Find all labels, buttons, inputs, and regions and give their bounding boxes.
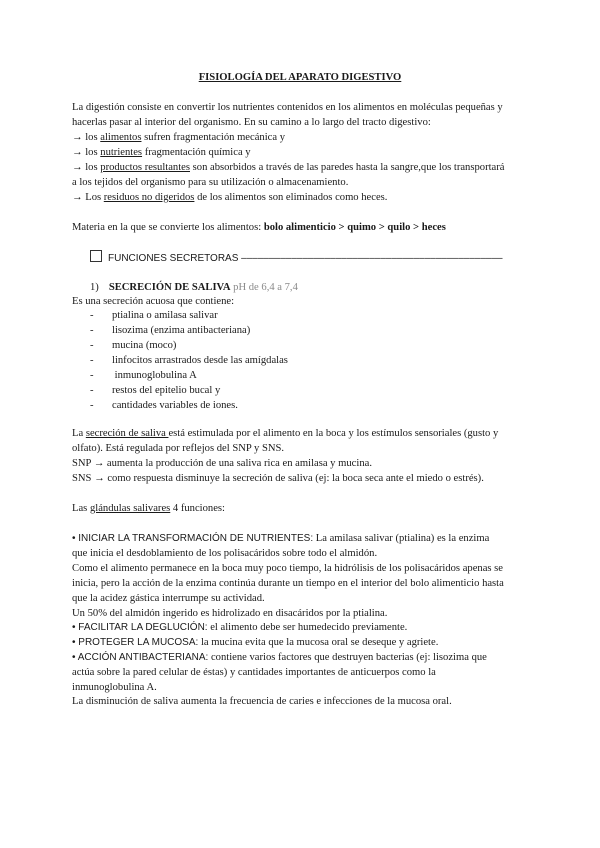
list-item: - restos del epitelio bucal y [90, 385, 221, 396]
underlined-term: alimentos [100, 132, 142, 143]
list-item-text: restos del epitelio bucal y [112, 385, 221, 396]
list-item-text: mucina (moco) [112, 340, 177, 351]
underlined-term: residuos no digeridos [103, 192, 195, 203]
text: 4 funciones: [170, 503, 225, 514]
function-1-line-3: Como el alimento permanece en la boca muy poco tiempo, la hidrólisis de los polisacáridos apenas se [72, 563, 503, 574]
bullet-arrow: → los [72, 162, 101, 173]
list-item-text: lisozima (enzima antibacteriana) [112, 325, 251, 336]
function-3 [72, 636, 438, 649]
bullet-arrow: → los [72, 147, 101, 158]
materia-sequence: bolo alimenticio > quimo > quilo > heces [263, 222, 446, 233]
bullet-text: fragmentación química y [142, 147, 251, 158]
text: La [72, 428, 86, 439]
regulation-line-3: SNP → aumenta la producción de una saliva rica en amilasa y mucina. [72, 458, 372, 469]
function-1-line-6: Un 50% del almidón ingerido es hidrolizado en disacáridos por la ptialina. [72, 608, 388, 619]
underlined-term: secreción de saliva [85, 428, 169, 439]
text: Las [72, 503, 90, 514]
list-item: - lisozima (enzima antibacteriana) [90, 325, 251, 336]
materia-line [72, 221, 446, 234]
bullet-arrow: → los [72, 132, 101, 143]
intro-line-2: hacerlas pasar al interior del organismo. En su camino a lo largo del tracto digestivo: [72, 117, 431, 128]
intro-bullet-3-cont: a los tejidos del organismo para su utilización o almacenamiento. [72, 177, 349, 188]
list-item: - linfocitos arrastrados desde las amígdalas [90, 355, 288, 366]
function-4 [72, 651, 487, 664]
materia-label: Materia en la que se convierte los alimentos: [72, 222, 264, 233]
saliva-number: 1) [90, 282, 99, 293]
regulation-line-2: olfato). Está regulada por reflejos del SNP y SNS. [72, 443, 285, 454]
section-header [90, 250, 503, 265]
bullet-text: de los alimentos son eliminados como heces. [194, 192, 388, 203]
function-1-line-5: que la acidez gástica interrumpe su actividad. [72, 593, 265, 604]
checkbox-icon [90, 250, 102, 262]
function-3-heading: • PROTEGER LA MUCOSA: [72, 637, 199, 648]
list-item-text: cantidades variables de iones. [112, 400, 238, 411]
function-2-text: el alimento debe ser humedecido previamente. [207, 622, 408, 633]
intro-bullet-4 [72, 191, 387, 204]
intro-bullet-3 [72, 161, 504, 174]
function-1-text: La amilasa salivar (ptialina) es la enzima [313, 533, 490, 544]
bullet-text: son absorbidos a través de las paredes hasta la sangre,que los transportará [190, 162, 505, 173]
regulation-line-4: SNS → como respuesta disminuye la secreción de saliva (ej: la boca seca ante el miedo o estrés). [72, 473, 484, 484]
intro-line-1: La digestión consiste en convertir los nutrientes contenidos en los alimentos en moléculas pequeñas y [72, 102, 503, 113]
bullet-arrow: → Los [72, 192, 104, 203]
function-1 [72, 532, 489, 545]
list-item-text: ptialina o amilasa salivar [112, 310, 218, 321]
function-1-heading: • INICIAR LA TRANSFORMACIÓN DE NUTRIENTES: [72, 533, 314, 544]
underlined-term: glándulas salivares [89, 503, 171, 514]
function-4-line-2: actúa sobre la pared celular de éstas) y cantidades importantes de anticuerpos como la [72, 667, 436, 678]
list-item: - mucina (moco) [90, 340, 177, 351]
intro-bullet-1 [72, 131, 285, 144]
function-2 [72, 621, 407, 634]
saliva-description: Es una secreción acuosa que contiene: [72, 296, 235, 307]
function-1-line-2: que inicia el desdoblamiento de los polisacáridos sobre todo el almidón. [72, 548, 378, 559]
list-item: - inmunoglobulina A [90, 370, 197, 381]
section-header-label: FUNCIONES SECRETORAS ––––––––––––––––––––––––––––––––––––––––––––––– [108, 253, 503, 264]
underlined-term: nutrientes [100, 147, 143, 158]
glands-line [72, 502, 225, 515]
list-item-text: inmunoglobulina A [112, 370, 197, 381]
function-4-heading: • ACCIÓN ANTIBACTERIANA: [72, 652, 209, 663]
function-1-line-4: inicia, pero la acción de la enzima continúa durante un tiempo en el interior del bolo alimenticio hasta [72, 578, 504, 589]
saliva-title: SECRECIÓN DE SALIVA [108, 282, 231, 293]
intro-bullet-2 [72, 146, 251, 159]
page-title: FISIOLOGÍA DEL APARATO DIGESTIVO [198, 72, 402, 83]
underlined-term: productos resultantes [100, 162, 190, 173]
regulation-line-1 [72, 427, 498, 440]
bullet-text: sufren fragmentación mecánica y [141, 132, 286, 143]
function-2-heading: • FACILITAR LA DEGLUCIÓN: [72, 622, 208, 633]
list-item: - ptialina o amilasa salivar [90, 310, 218, 321]
saliva-ph: pH de 6,4 a 7,4 [230, 282, 298, 293]
function-4-line-3: inmunoglobulina A. [72, 682, 157, 693]
text: está estimulada por el alimento en la boca y los estímulos sensoriales (gusto y [168, 428, 499, 439]
function-3-text: la mucina evita que la mucosa oral se deseque y agriete. [198, 637, 439, 648]
closing-line: La disminución de saliva aumenta la frecuencia de caries e infecciones de la mucosa oral. [72, 696, 452, 707]
saliva-heading [90, 281, 298, 294]
function-4-text: contiene varios factores que destruyen bacterias (ej: lisozima que [208, 652, 487, 663]
list-item-text: linfocitos arrastrados desde las amígdalas [112, 355, 288, 366]
list-item: - cantidades variables de iones. [90, 400, 238, 411]
